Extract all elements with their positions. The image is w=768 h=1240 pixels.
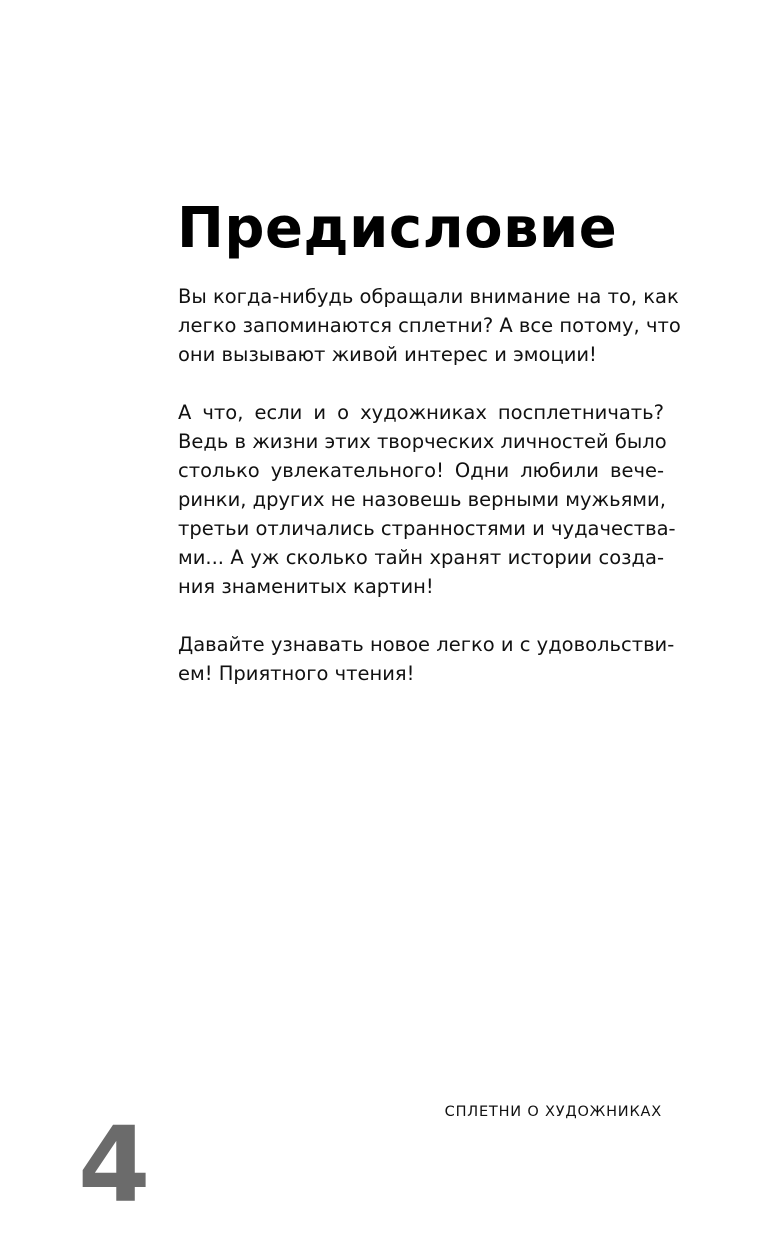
- page-title: Предисловие: [177, 196, 618, 261]
- paragraph-3: [178, 630, 675, 688]
- text-line: ринки, других не назовешь верными мужьями,: [178, 488, 666, 511]
- text-line: Давайте узнавать новое легко и с удовольстви-: [178, 633, 675, 656]
- text-line: А что, если и о художниках посплетничать?: [178, 401, 664, 424]
- paragraph-2: [178, 398, 676, 601]
- paragraph-1: [178, 282, 681, 369]
- body-text: [178, 282, 681, 717]
- text-line: ния знаменитых картин!: [178, 575, 434, 598]
- running-head: СПЛЕТНИ О ХУДОЖНИКАХ: [444, 1104, 662, 1120]
- page-number: 4: [78, 1104, 151, 1226]
- text-line: ми... А уж сколько тайн хранят истории созда-: [178, 546, 664, 569]
- text-line: третьи отличались странностями и чудачества-: [178, 517, 676, 540]
- text-line: легко запоминаются сплетни? А все потому, что: [178, 314, 681, 337]
- text-line: ем! Приятного чтения!: [178, 662, 415, 685]
- text-line: столько увлекательного! Одни любили вече-: [178, 459, 664, 482]
- text-line: Вы когда-нибудь обращали внимание на то, как: [178, 285, 679, 308]
- text-line: Ведь в жизни этих творческих личностей было: [178, 430, 667, 453]
- text-line: они вызывают живой интерес и эмоции!: [178, 343, 597, 366]
